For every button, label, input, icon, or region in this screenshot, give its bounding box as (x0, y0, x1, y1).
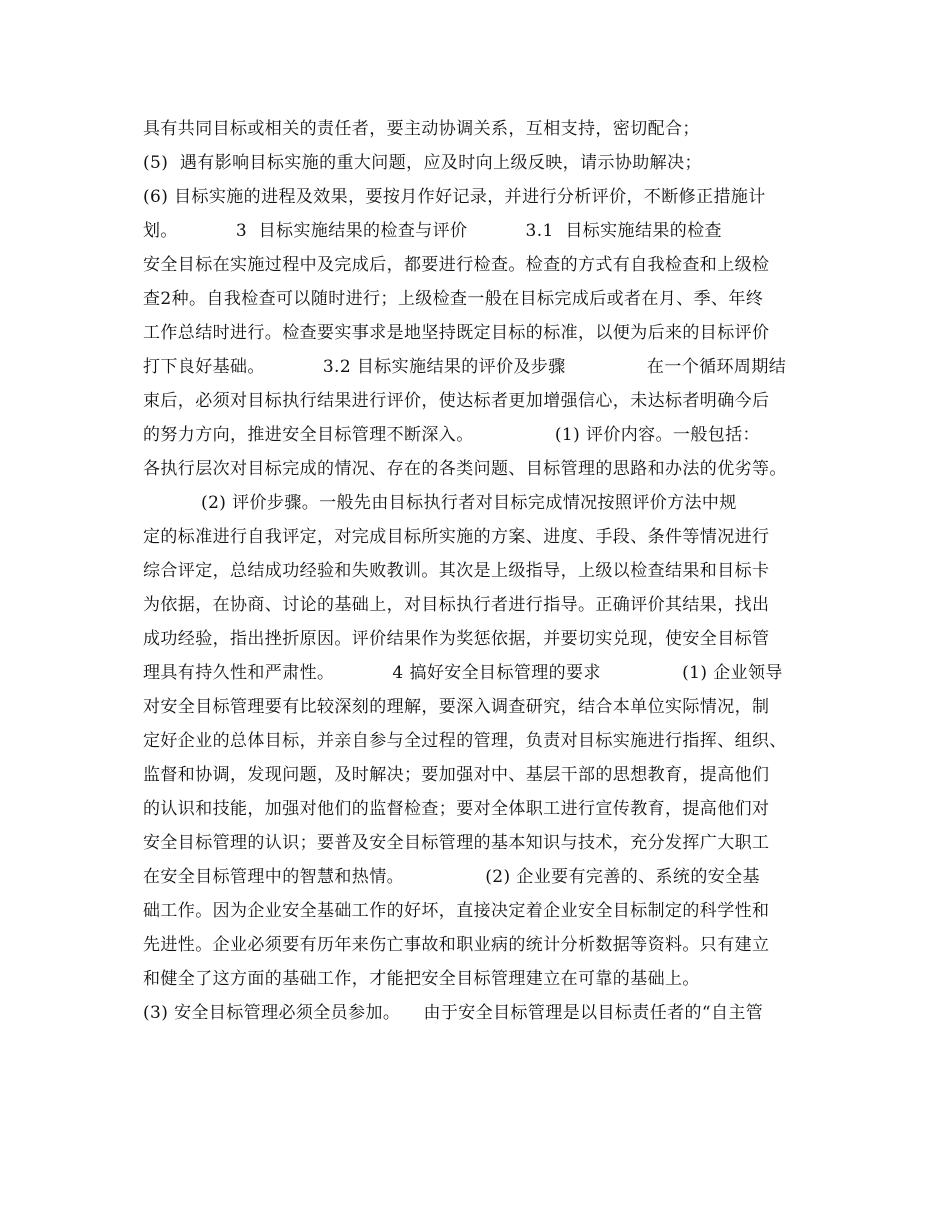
text-line: 础工作。因为企业安全基础工作的好坏，直接决定着企业安全目标制定的科学性和 (143, 901, 770, 921)
text-line: 打下良好基础。 3.2 目标实施结果的评价及步骤 在一个循环周期结 (143, 357, 787, 377)
text-line: 先进性。企业必须要有历年来伤亡事故和职业病的统计分析数据等资料。只有建立 (143, 935, 770, 955)
text-line: 的认识和技能，加强对他们的监督检查；要对全体职工进行宣传教育，提高他们对 (143, 799, 770, 819)
text-line: 综合评定，总结成功经验和失败教训。其次是上级指导，上级以检查结果和目标卡 (143, 561, 770, 581)
text-line: 理具有持久性和严肃性。 4 搞好安全目标管理的要求 (1) 企业领导 (143, 663, 783, 683)
text-line: 各执行层次对目标完成的情况、存在的各类问题、目标管理的思路和办法的优劣等。 (143, 459, 787, 479)
text-line: 安全目标在实施过程中及完成后，都要进行检查。检查的方式有自我检查和上级检 (143, 255, 770, 275)
text-line: (5) 遇有影响目标实施的重大问题，应及时向上级反映，请示协助解决； (143, 153, 702, 173)
text-line: 监督和协调，发现问题，及时解决；要加强对中、基层干部的思想教育，提高他们 (143, 765, 770, 785)
text-line: 划。 3 目标实施结果的检查与评价 3.1 目标实施结果的检查 (143, 221, 722, 241)
text-line: 定好企业的总体目标，并亲自参与全过程的管理，负责对目标实施进行指挥、组织、 (143, 731, 787, 751)
text-line: 为依据，在协商、讨论的基础上，对目标执行者进行指导。正确评价其结果，找出 (143, 595, 770, 615)
text-line: 安全目标管理的认识；要普及安全目标管理的基本知识与技术，充分发挥广大职工 (143, 833, 770, 853)
text-line: 束后，必须对目标执行结果进行评价，使达标者更加增强信心，未达标者明确今后 (143, 391, 770, 411)
text-line: 的努力方向，推进安全目标管理不断深入。 (1) 评价内容。一般包括： (143, 425, 760, 445)
text-line: 工作总结时进行。检查要实事求是地坚持既定目标的标准，以便为后来的目标评价 (143, 323, 770, 343)
text-line: 具有共同目标或相关的责任者，要主动协调关系，互相支持，密切配合； (143, 119, 700, 139)
text-line: 对安全目标管理要有比较深刻的理解，要深入调查研究，结合本单位实际情况，制 (143, 697, 770, 717)
text-line: (3) 安全目标管理必须全员参加。 由于安全目标管理是以目标责任者的“自主管 (143, 1003, 764, 1023)
text-line: 在安全目标管理中的智慧和热情。 (2) 企业要有完善的、系统的安全基 (143, 867, 760, 887)
text-line: 成功经验，指出挫折原因。评价结果作为奖惩依据，并要切实兑现，使安全目标管 (143, 629, 770, 649)
text-line: (6) 目标实施的进程及效果，要按月作好记录，并进行分析评价，不断修正措施计 (143, 187, 766, 207)
text-line: 和健全了这方面的基础工作，才能把安全目标管理建立在可靠的基础上。 (143, 969, 700, 989)
text-line: 定的标准进行自我评定，对完成目标所实施的方案、进度、手段、条件等情况进行 (143, 527, 770, 547)
text-line: (2) 评价步骤。一般先由目标执行者对目标完成情况按照评价方法中规 (143, 493, 737, 513)
text-line: 查2种。自我检查可以随时进行；上级检查一般在目标完成后或者在月、季、年终 (143, 289, 764, 309)
